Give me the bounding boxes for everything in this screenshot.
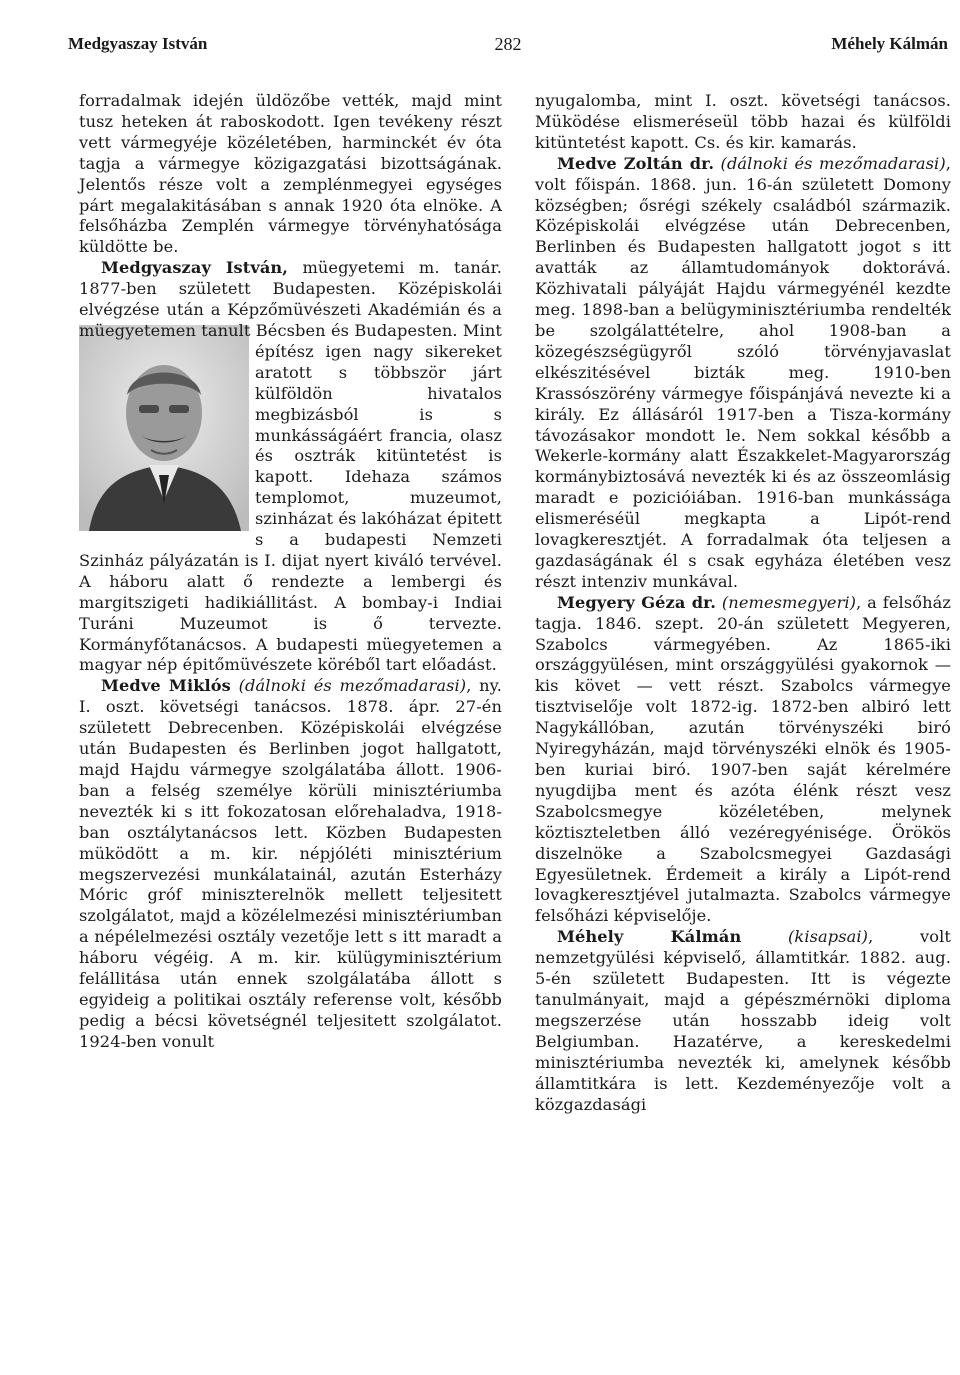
paragraph-continuation — [535, 91, 951, 154]
right-column — [535, 91, 951, 1115]
entry-text: , volt főispán. 1868. jun. 16-án született Domony községben; ősrégi székely családból származik. Középiskolái elvégzése után Debrecenben, Berlinben és Budapesten hallgatott jogot s itt avatták az államtudományok doktorává. Közhivatali pályáját Hajdu vármegyénél kezdte meg. 1898-ban a belügyminisztériumba rendelték be szolgálattételre, ahol 1908-ban a közegészségügyről szóló törvényjavaslat elkészitésével bizták meg. 1910-ben Krassószörény vármegye főispánjává nevezte ki a király. Ez állásáról 1917-ben a Tisza-kormány távozásakor mondott le. Nem sokkal később a Wekerle-kormány alatt Északkelet-Magyarország kormánybiztosává nevezték ki és az összeomlásig maradt e pozicióiában. 1916-ban munkássága elismeréséül megkapta a Lipót-rend lovagkeresztjét. A forradalmak óta teljesen a gazdaságának él s csak egyháza életében vesz részt intenziv munkával. — [535, 153, 951, 591]
portrait-image — [79, 325, 249, 531]
paragraph-continuation — [79, 91, 502, 258]
entry-title: (nemesmegyeri) — [716, 592, 857, 612]
entry-medve-zoltan — [535, 154, 951, 593]
portrait-photo — [79, 325, 249, 531]
entry-text: , a felsőház tagja. 1846. szept. 20-án született Megyeren, Szabolcs vármegyében. Az 1865-iki országgyülésen, mint országgyülési gyakornok — kis követ — vett részt. Szabolcs vármegye tisztviselője volt 1872-ig. 1872-ben albiró lett Nagykállóban, azután törvényszéki biró Nyiregyházán, majd törvényszéki elnök és 1905-ben kuriai biró. 1907-ben saját kérelmére nyugdijba ment és azóta élénk részt vesz Szabolcsmegye közéletében, melynek köztiszteletben álló vezéregyénisége. Örökös diszelnöke a Szabolcsmegyei Gazdasági Egyesületnek. Érdemeit a király a Lipót-rend lovagkeresztjével jutalmazta. Szabolcs vármegye felsőházi képviselője. — [535, 592, 951, 926]
entry-mehely — [535, 927, 951, 1115]
paragraph-text: forradalmak idején üldözőbe vették, majd mint tusz heteken át raboskodott. Igen tevékeny részt vett vármegyéje közéletében, harminckét év óta tagja a vármegye közigazgatási bizottságának. Jelentős része volt a zemplénmegyei egységes párt megalakitásában s annak 1920 óta elnöke. A felsőházba Zemplén vármegye törvényhatósága küldötte be. — [79, 91, 502, 257]
entry-name: Medve Zoltán dr. — [557, 153, 715, 173]
entry-text-a: müegyetemi m. tanár. 1877-ben született Budapesten. Középiskolái elvégzése után a Képzőmüvészeti Akadémián és a müegyetemen tanult Bécsben és Budapesten. Mint építész igen nagy sikereket aratott s többször járt külföldön hivatalos megbizásból is s munkásságáért francia, olasz és osztrák kitüntetést is kapott. Idehaza számos templomot, muzeumot, szinházat és lakóházat épitett s a budapesti Nemzeti Szinház pályázatán is I. dijat nyert kiváló tervével. A háboru alatt ő rendezte a lembergi és margitszigeti hadikiállitást. A bombay-i Indiai Turáni Muzeumot is ő tervezte. Kormányfőtanácsos. A budapesti müegyetemen a magyar nép épitőmüvészete köréből tart előadást. — [79, 258, 502, 675]
page-number: 282 — [494, 34, 522, 54]
entry-text: , ny. I. oszt. követségi tanácsos. 1878. ápr. 27-én született Debrecenben. Középiskolái elvégzése után Budapesten és Berlinben jogot hallgatott, majd Hajdu vármegye szolgálatába állott. 1906-ban a felség személye körüli minisztériumba nevezték ki s itt fokozatosan előrehaladva, 1918-ban osztálytanácsos lett. Közben Budapesten müködött a m. kir. népjóléti minisztérium megszervezési munkálatainál, azután Esterházy Móric gróf miniszterelnök mellett teljesitett szolgálatot, majd a közélelmezési minisztériumban a népélelmezési osztály vezetője lett s itt maradt a háboru végéig. A m. kir. külügyminisztérium felállitása után ennek szolgálatába állott s egyideig a politikai osztály referense volt, később pedig a bécsi követségnél teljesitett szolgálatot. 1924-ben vonult — [79, 676, 503, 1051]
page-header — [68, 34, 948, 64]
entry-medgyaszay — [79, 258, 502, 676]
header-left-name: Medgyaszay István — [68, 34, 208, 53]
entry-medve-miklos — [79, 676, 502, 1052]
entry-name: Megyery Géza dr. — [557, 592, 717, 612]
entry-name: Méhely Kálmán — [557, 927, 742, 947]
entry-megyery — [535, 593, 951, 928]
header-right-name: Méhely Kálmán — [831, 34, 948, 53]
left-column — [79, 91, 502, 1053]
entry-title: (dálnoki és mezőmadarasi) — [230, 676, 467, 696]
entry-title: (kisapsai) — [741, 927, 869, 947]
entry-text: , volt nemzetgyülési képviselő, államtitkár. 1882. aug. 5-én született Budapesten. Itt is végezte tanulmányait, majd a gépészmérnöki diploma megszerzése után hosszabb ideig volt Belgiumban. Hazatérve, a kereskedelmi minisztériumba nevezték ki, amelynek később államtitkára is lett. Kezdeményezője volt a közgazdasági — [535, 927, 951, 1114]
entry-name: Medgyaszay István, — [101, 258, 289, 278]
paragraph-text: nyugalomba, mint I. oszt. követségi tanácsos. Müködése elismeréseül több hazai és külföldi kitüntetést kapott. Cs. és kir. kamarás. — [535, 91, 951, 152]
entry-title: (dálnoki és mezőmadarasi) — [714, 153, 946, 173]
entry-name: Medve Miklós — [101, 676, 231, 696]
